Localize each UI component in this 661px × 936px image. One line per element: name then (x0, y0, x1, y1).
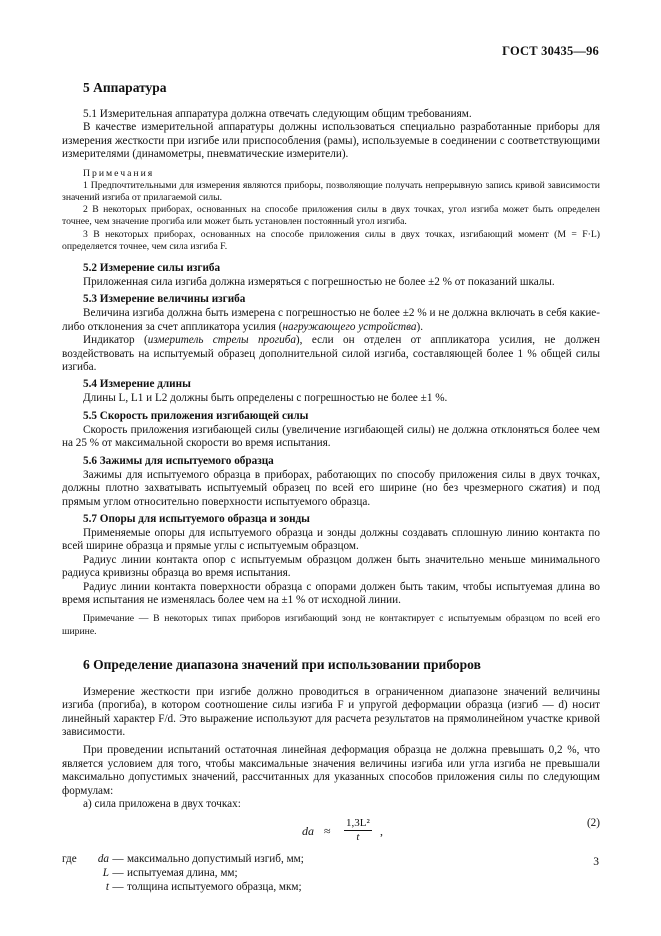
section-5-6-title: 5.6 Зажимы для испытуемого образца (83, 454, 274, 467)
note-2: 2 В некоторых приборах, основанных на способе приложения силы в двух точках, угол изгиба может быть определен точнее, чем значение прогиба или может быть установлен постоянный угол изгиба. (62, 204, 600, 228)
definition-symbol: L (102, 867, 109, 880)
section-5-3-title: 5.3 Измерение величины изгиба (83, 293, 246, 306)
formula-2 (62, 817, 600, 851)
formula-number: (2) (586, 817, 600, 830)
definition-prefix (62, 867, 84, 881)
definition-symbol: t (105, 880, 109, 893)
section-5-title: 5 Аппаратура (83, 80, 167, 95)
paragraph-5-1: 5.1 Измерительная аппаратура должна отвечать следующим общим требованиям. (83, 108, 472, 120)
definition-row (62, 867, 600, 881)
definition-text: испытуемая длина, мм; (127, 867, 238, 880)
section-6-item-a: а) сила приложена в двух точках: (83, 798, 241, 811)
section-5-7-text-2: Радиус линии контакта опор с испытуемым образцом должен быть значительно меньше минимального радиуса кривизны образца во время испытания. (62, 553, 600, 580)
formula-numerator: 1,3L² (346, 817, 370, 830)
note-1: 1 Предпочтительными для измерения являются приборы, позволяющие получать непрерывную запись кривой зависимости значений изгиба от прилагаемой силы. (62, 179, 600, 204)
section-5-2-title: 5.2 Измерение силы изгиба (83, 262, 221, 275)
section-5-7-text-1: Применяемые опоры для испытуемого образца и зонды должны создавать сплошную линию контакта по всей ширине образца и прямые углы с испытуемым образцом. (62, 526, 600, 553)
definition-dash: — (112, 867, 124, 880)
section-5-4-text: Длины L, L1 и L2 должны быть определены с погрешностью не более ±1 %. (83, 392, 448, 405)
section-5-7-title: 5.7 Опоры для испытуемого образца и зонды (83, 512, 310, 525)
document-body (62, 76, 600, 894)
symbol-definitions (62, 853, 600, 894)
section-6-paragraph-2: При проведении испытаний остаточная линейная деформация образца не должна превышать 0,2 %, что является условием для того, чтобы максимальные значения величины изгиба или угла изгиба не превышали максимально допустимых значений, рассчитанных для указанных способов приложения силы по следующим формулам: (62, 744, 600, 797)
notes-title: Примечания (83, 167, 155, 179)
section-6-title: 6 Определение диапазона значений при использовании приборов (83, 656, 481, 672)
note-3: 3 В некоторых приборах, основанных на способе приложения силы в двух точках, изгибающий момент (M = F·L) определяется точнее, чем сила изгиба F. (62, 228, 600, 252)
definition-dash: — (112, 853, 124, 866)
definition-symbol: da (97, 853, 109, 866)
formula-fraction (344, 817, 372, 844)
definition-dash: — (112, 880, 124, 893)
formula-approx: ≈ (324, 824, 331, 839)
definition-text: толщина испытуемого образца, мкм; (127, 880, 302, 893)
formula-lhs: da (302, 824, 314, 839)
section-5-6-text: Зажимы для испытуемого образца в приборах, работающих по способу приложения силы в двух точках, должны плотно захватывать испытуемый образец по всей его ширине (но без чрезмерного сжатия) и под прямым углом относительно поверхности испытуемого образца. (62, 468, 600, 508)
section-5-3-text-b: Индикатор (измеритель стрелы прогиба), если он отделен от аппликатора усилия, не должен воздействовать на испытуемый образец дополнительной силой изгиба, составляющей более 1 % общей силы изгиба. (62, 334, 600, 374)
page-number: 3 (593, 856, 599, 868)
section-5-3-text-a: Величина изгиба должна быть измерена с погрешностью не более ±2 % и не должна включать в себя какие-либо отклонения за счет аппликатора усилия (нагружающего устройства). (62, 307, 600, 333)
document-header: ГОСТ 30435—96 (502, 44, 599, 58)
paragraph-5-1-cont: В качестве измерительной аппаратуры должны использоваться специально разработанные приборы для измерения жесткости при изгибе или приспособления (рамы), используемые в соединении с соответствующими измерителями (динамометры, пневматические измерители). (62, 121, 600, 161)
section-5-7-note: Примечание — В некоторых типах приборов изгибающий зонд не контактирует с испытуемым образцом по всей его ширине. (62, 613, 600, 637)
definition-prefix: где (62, 853, 77, 866)
definition-row (62, 853, 600, 867)
section-6-paragraph-1: Измерение жесткости при изгибе должно проводиться в ограниченном диапазоне значений величины изгиба (прогиба), в котором соотношение силы изгиба F и упругой деформации образца (изгиб — d) носит линейный характер F/d. Это выражение используют для расчета результатов на прямолинейном участке кривой зависимости. (62, 685, 600, 738)
formula-comma: , (380, 824, 383, 839)
formula-denominator: t (356, 831, 360, 844)
section-5-5-text: Скорость приложения изгибающей силы (увеличение изгибающей силы) не должна отклоняться более чем на 25 % от максимальной скорости во время испытания. (62, 423, 600, 450)
definition-prefix (62, 881, 84, 895)
section-5-5-title: 5.5 Скорость приложения изгибающей силы (83, 409, 309, 422)
section-5-7-text-3: Радиус линии контакта поверхности образца с опорами должен быть таким, чтобы испытуемая длина во время испытания не изменялась более чем на ±1 % от исходной линии. (62, 580, 600, 606)
section-5-2-text: Приложенная сила изгиба должна измеряться с погрешностью не более ±2 % от показаний шкалы. (83, 276, 555, 289)
section-5-4-title: 5.4 Измерение длины (83, 378, 191, 391)
definition-text: максимально допустимый изгиб, мм; (127, 853, 304, 866)
definition-row (62, 881, 600, 895)
